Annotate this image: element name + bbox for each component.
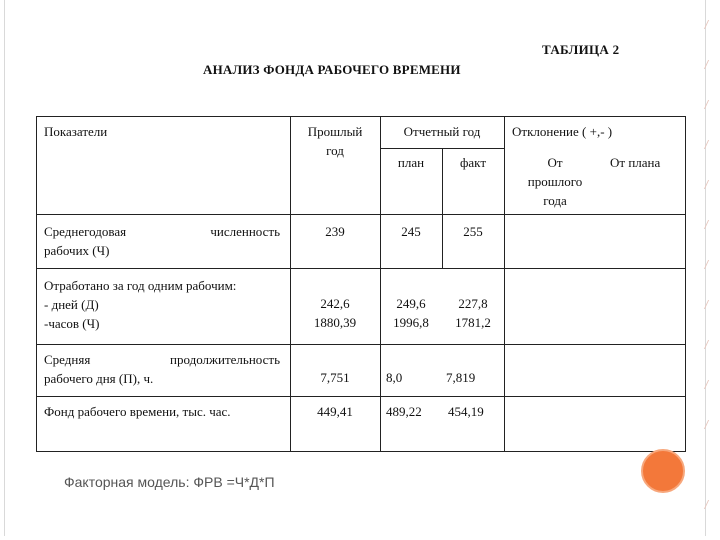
table-number: ТАБЛИЦА 2	[542, 42, 620, 57]
header-from-prev-year: От прошлого года	[527, 155, 583, 208]
table-row-label: Фонд рабочего времени, тыс. час.	[44, 404, 231, 419]
cell-fact: 454,19	[448, 404, 484, 419]
header-plan: план	[397, 155, 425, 170]
table-row-label: Средняя продолжительность рабочего дня (П), ч.	[44, 352, 280, 386]
right-edge-decoration	[706, 0, 720, 540]
analysis-table	[36, 116, 686, 452]
cell-fact: 227,8 1781,2	[455, 296, 491, 330]
page-title: АНАЛИЗ ФОНДА РАБОЧЕГО ВРЕМЕНИ	[203, 62, 461, 77]
table-row-label: Отработано за год одним рабочим: - дней (Д) -часов (Ч)	[44, 278, 237, 331]
cell-prev: 7,751	[320, 370, 350, 385]
header-from-plan: От плана	[610, 155, 661, 170]
header-fact: факт	[459, 155, 487, 170]
header-report-year: Отчетный год	[403, 124, 481, 139]
header-indicators: Показатели	[44, 124, 108, 139]
table-row-label: Среднегодовая численность рабочих (Ч)	[44, 224, 280, 258]
cell-prev: 449,41	[317, 404, 353, 419]
cell-plan: 249,6 1996,8	[393, 296, 429, 330]
decorative-orange-circle	[641, 449, 685, 493]
cell-plan: 489,22	[386, 404, 422, 419]
cell-prev: 242,6 1880,39	[313, 296, 357, 330]
header-prev-year: Прошлый год	[307, 124, 363, 158]
factor-model-text: Факторная модель: ФРВ =Ч*Д*П	[64, 474, 275, 490]
cell-fact: 7,819	[446, 370, 476, 385]
header-deviation: Отклонение ( +,- )	[512, 124, 613, 139]
cell-fact: 255	[463, 224, 483, 239]
cell-plan: 8,0	[386, 370, 403, 385]
cell-prev: 239	[325, 224, 345, 239]
cell-plan: 245	[401, 224, 421, 239]
